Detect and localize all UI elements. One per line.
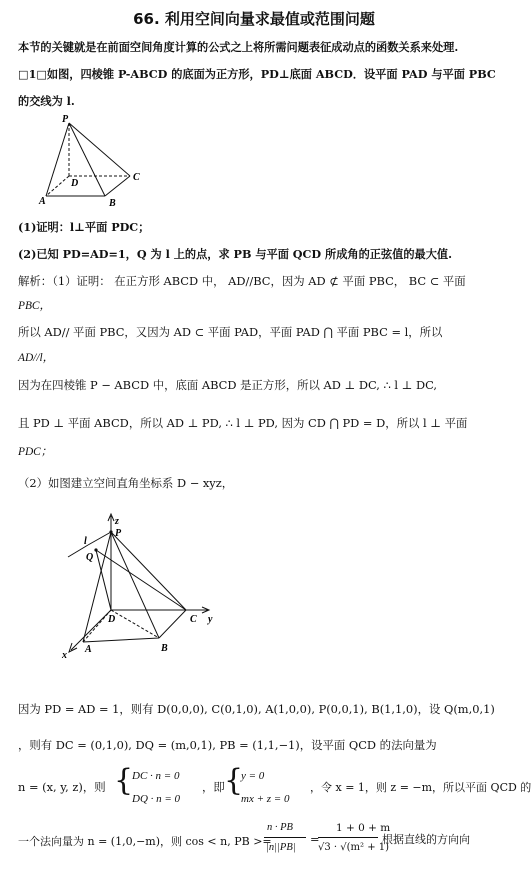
solution-line-11c: ，令 x = 1，则 z = −m，所以平面 QCD 的 (310, 781, 531, 794)
solution-line-11a: n = (x, y, z)，则 (18, 780, 106, 794)
solution-line-12b: 根据直线的方向向 (382, 833, 470, 846)
solution-line-10: ，则有 DC = (0,1,0), DQ = (m,0,1), PB = (1,1,−1)，设平面 QCD 的法向量为 (18, 738, 437, 752)
fig1-label-c: C (133, 172, 140, 183)
page-title: 66. 利用空间向量求最值或范围问题 (133, 10, 375, 28)
fig2-label-x: x (62, 650, 67, 661)
intro-text: 本节的关键就是在前面空间角度计算的公式之上将所需问题表征成动点的函数关系来处理. (18, 40, 459, 54)
fraction-2-bar (318, 837, 378, 838)
fraction-1-bar (264, 837, 306, 838)
fraction-1-numerator: n · PB (267, 822, 293, 833)
coordinate-figure-2 (58, 510, 228, 662)
system-1-brace: { (114, 763, 134, 798)
solution-line-1: 解析：（1）证明： 在正方形 ABCD 中， AD//BC，因为 AD ⊄ 平面 PBC， BC ⊂ 平面 (18, 274, 466, 288)
system-1-bottom: DQ · n = 0 (132, 793, 181, 805)
fig1-label-b: B (109, 198, 116, 209)
solution-line-9: 因为 PD = AD = 1，则有 D(0,0,0), C(0,1,0), A(1,0,0), P(0,0,1), B(1,1,0)，设 Q(m,0,1) (18, 702, 495, 716)
solution-line-2: PBC， (18, 300, 51, 312)
problem-line-2: 的交线为 l. (18, 94, 75, 108)
fig2-label-l: l (84, 536, 87, 547)
fraction-2-numerator: 1 + 0 + m (336, 822, 391, 834)
solution-line-4: AD//l， (18, 352, 55, 364)
fig2-label-q: Q (86, 552, 94, 563)
fig2-label-y: y (208, 614, 213, 625)
solution-line-8: （2）如图建立空间直角坐标系 D − xyz， (18, 476, 234, 490)
solution-line-7: PDC； (18, 446, 53, 458)
fraction-1-denominator: |n||PB| (266, 842, 296, 853)
pyramid-figure-1 (32, 110, 150, 212)
system-1-top: DC · n = 0 (132, 770, 180, 782)
fig1-label-p: P (62, 114, 69, 125)
fig1-label-a: A (39, 196, 46, 207)
solution-line-3: 所以 AD// 平面 PBC，又因为 AD ⊂ 平面 PAD，平面 PAD ⋂ 平面 PBC = l，所以 (18, 325, 443, 339)
fig2-label-p: P (115, 528, 122, 539)
question-2: (2)已知 PD=AD=1，Q 为 l 上的点，求 PB 与平面 QCD 所成角的正弦值的最大值. (18, 247, 452, 261)
solution-line-5: 因为在四棱锥 P − ABCD 中，底面 ABCD 是正方形，所以 AD ⊥ DC, ∴ l ⊥ DC, (18, 378, 438, 392)
solution-line-12a: 一个法向量为 n = (1,0,−m)，则 cos < n, PB >= (18, 835, 272, 848)
fig2-label-c: C (190, 614, 197, 625)
problem-line-1: □1□如图，四棱锥 P-ABCD 的底面为正方形，PD⊥底面 ABCD．设平面 PAD 与平面 PBC (18, 67, 496, 81)
system-2-bottom: mx + z = 0 (241, 793, 290, 805)
fig2-label-a: A (85, 644, 92, 655)
fig2-label-b: B (161, 643, 168, 654)
fig2-label-d: D (108, 614, 116, 625)
fraction-2-denominator: √3 · √(m² + 1) (318, 842, 390, 853)
fig2-label-z: z (115, 516, 119, 527)
system-2-brace: { (224, 763, 244, 798)
solution-line-6: 且 PD ⊥ 平面 ABCD，所以 AD ⊥ PD, ∴ l ⊥ PD, 因为 CD ⋂ PD = D，所以 l ⊥ 平面 (18, 416, 468, 430)
fig1-label-d: D (71, 178, 79, 189)
question-1: (1)证明：l⊥平面 PDC； (18, 220, 150, 234)
equals-sign: = (310, 832, 320, 846)
solution-line-11b: ，即 (202, 780, 225, 794)
system-2-top: y = 0 (241, 770, 265, 782)
